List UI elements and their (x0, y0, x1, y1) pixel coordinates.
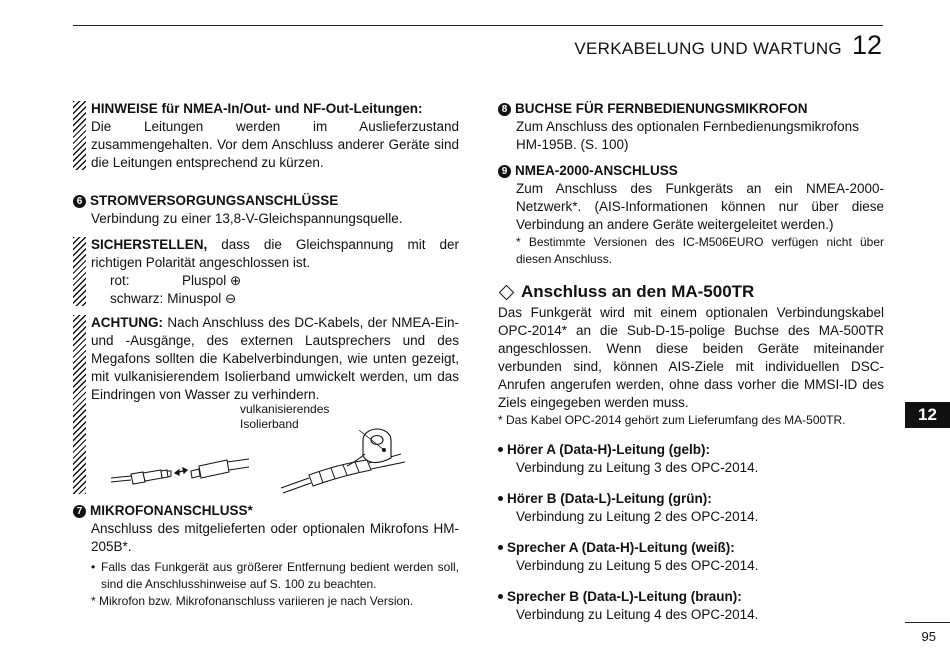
power-title-text: STROMVERSORGUNGSANSCHLÜSSE (90, 193, 339, 208)
mic-bullet (73, 559, 459, 593)
lead-text: Verbindung zu Leitung 5 des OPC-2014. (516, 558, 759, 573)
ma500-footnote-text: Das Kabel OPC-2014 gehört zum Lieferumfang des MA-500TR. (506, 413, 846, 427)
left-column (73, 100, 459, 610)
lead-text: Verbindung zu Leitung 2 des OPC-2014. (516, 509, 759, 524)
bullet-icon (498, 447, 503, 452)
lead-title (498, 588, 884, 606)
lead-title-text: Hörer A (Data-H)-Leitung (gelb): (507, 442, 710, 457)
lead-title (498, 441, 884, 459)
right-column (498, 100, 884, 624)
header-chapter-number: 12 (851, 30, 882, 60)
circled-number-icon: 8 (498, 103, 511, 116)
ensure-text (91, 236, 459, 272)
ma500-title (498, 282, 884, 302)
caution-text (91, 314, 459, 404)
ensure-note (73, 236, 459, 308)
remote-title (498, 100, 884, 118)
header-rule (73, 25, 883, 26)
polarity-red-key: rot: (110, 273, 130, 288)
asterisk-marker: * (91, 594, 100, 608)
nmea-note-title: HINWEISE für NMEA-In/Out- und NF-Out-Leitungen: (91, 101, 423, 116)
caution-body: Nach Anschluss des DC-Kabels, der NMEA-Ein- und -Ausgänge, des externen Lautsprechers und des Megafons sollten die Kabelverbindungen, wie unten gezeigt, mit vulkanisierendem Isolierband umwickelt werden, um das Eindringen von Wasser zu verhindern. (91, 315, 459, 402)
caution-lead: ACHTUNG: (91, 315, 163, 330)
note-hatch-bar (73, 237, 86, 306)
remote-text: Zum Anschluss des optionalen Fernbedienungsmikrofons HM-195B. (S. 100) (516, 119, 859, 152)
page-number: 95 (921, 629, 936, 644)
footer-rule (905, 622, 950, 623)
lead-text: Verbindung zu Leitung 3 des OPC-2014. (516, 460, 759, 475)
polarity-black-key: schwarz: (110, 291, 164, 306)
polarity-black-value: Minuspol ⊖ (167, 291, 237, 306)
lead-title-text: Sprecher A (Data-H)-Leitung (weiß): (507, 540, 735, 555)
mic-section (73, 502, 459, 610)
nmea2000-text: Zum Anschluss des Funkgeräts an ein NMEA-2000-Netzwerk*. (AIS-Informationen können nur über diese Verbindung an andere Geräte weitergeleitet werden.) (516, 181, 884, 232)
circled-number-icon: 9 (498, 165, 511, 178)
polarity-red (91, 272, 459, 290)
nmea2000-footnote (498, 234, 884, 268)
ma500-title-text: Anschluss an den MA-500TR (521, 282, 755, 301)
ensure-body: dass die Gleichspannung mit der richtigen Polarität angeschlossen ist. (91, 237, 459, 270)
diamond-icon (499, 284, 515, 300)
nmea-note-text: Die Leitungen werden im Auslieferzustand zusammengehalten. Vor dem Anschluss anderer Geräte sind die Leitungen entsprechend zu kürzen. (91, 119, 459, 170)
ma500-footnote (498, 412, 884, 429)
circled-number-icon: 7 (73, 505, 86, 518)
lead-title (498, 490, 884, 508)
nmea2000-title (498, 162, 884, 180)
mic-title-text: MIKROFONANSCHLUSS* (90, 503, 253, 518)
power-text: Verbindung zu einer 13,8-V-Gleichspannungsquelle. (91, 211, 403, 226)
lead-item (498, 539, 884, 575)
illustration-label-line-2: Isolierband (240, 417, 299, 431)
bullet-icon: • (91, 560, 96, 574)
ma500-section (498, 282, 884, 624)
ensure-lead: SICHERSTELLEN, (91, 237, 208, 252)
nmea2000-section (498, 162, 884, 268)
illustration-label (240, 402, 329, 432)
mic-title (73, 502, 459, 520)
lead-item (498, 490, 884, 526)
note-hatch-bar (73, 315, 86, 494)
illustration-label-line-1: vulkanisierendes (240, 402, 330, 416)
header-title: VERKABELUNG UND WARTUNG (574, 39, 842, 58)
tape-wrapping-illustration (109, 426, 409, 500)
mic-text: Anschluss des mitgelieferten oder optionalen Mikrofons HM-205B*. (91, 521, 459, 554)
ma500-text: Das Funkgerät wird mit einem optionalen Verbindungskabel OPC-2014* an die Sub-D-15-polige Buchse des MA-500TR angeschlossen. Wenn diese beiden Geräte miteinander verbunden sind, können AIS-Ziele mit individuellen DSC-Anrufen angerufen werden, ohne dass vorher die MMSI-ID des Ziels eingegeben werden muss. (498, 305, 884, 410)
circled-number-icon: 6 (73, 195, 86, 208)
chapter-tab: 12 (905, 402, 950, 428)
nmea-note (73, 100, 459, 172)
polarity-black (91, 290, 459, 308)
note-hatch-bar (73, 101, 86, 170)
nmea2000-footnote-text: Bestimmte Versionen des IC-M506EURO verfügen nicht über diesen Anschluss. (516, 235, 884, 266)
power-title (73, 192, 459, 210)
remote-title-text: BUCHSE FÜR FERNBEDIENUNGSMIKROFON (515, 101, 808, 116)
bullet-icon (498, 496, 503, 501)
polarity-red-value: Pluspol ⊕ (182, 273, 242, 288)
lead-title-text: Hörer B (Data-L)-Leitung (grün): (507, 491, 712, 506)
lead-item (498, 588, 884, 624)
mic-footnote-text: Mikrofon bzw. Mikrofonanschluss variieren je nach Version. (99, 594, 414, 608)
lead-title-text: Sprecher B (Data-L)-Leitung (braun): (507, 589, 742, 604)
lead-item (498, 441, 884, 477)
lead-title (498, 539, 884, 557)
bullet-icon (498, 545, 503, 550)
remote-section (498, 100, 884, 154)
bullet-icon (498, 594, 503, 599)
lead-text: Verbindung zu Leitung 4 des OPC-2014. (516, 607, 759, 622)
mic-footnote (73, 593, 459, 610)
asterisk-marker: * (498, 413, 507, 427)
mic-bullet-text: Falls das Funkgerät aus größerer Entfernung bedient werden soll, sind die Anschlusshinweise auf S. 100 zu beachten. (101, 560, 459, 591)
nmea2000-title-text: NMEA-2000-ANSCHLUSS (515, 163, 678, 178)
page-header (574, 30, 882, 60)
asterisk-marker: * (516, 235, 529, 249)
power-section (73, 192, 459, 228)
